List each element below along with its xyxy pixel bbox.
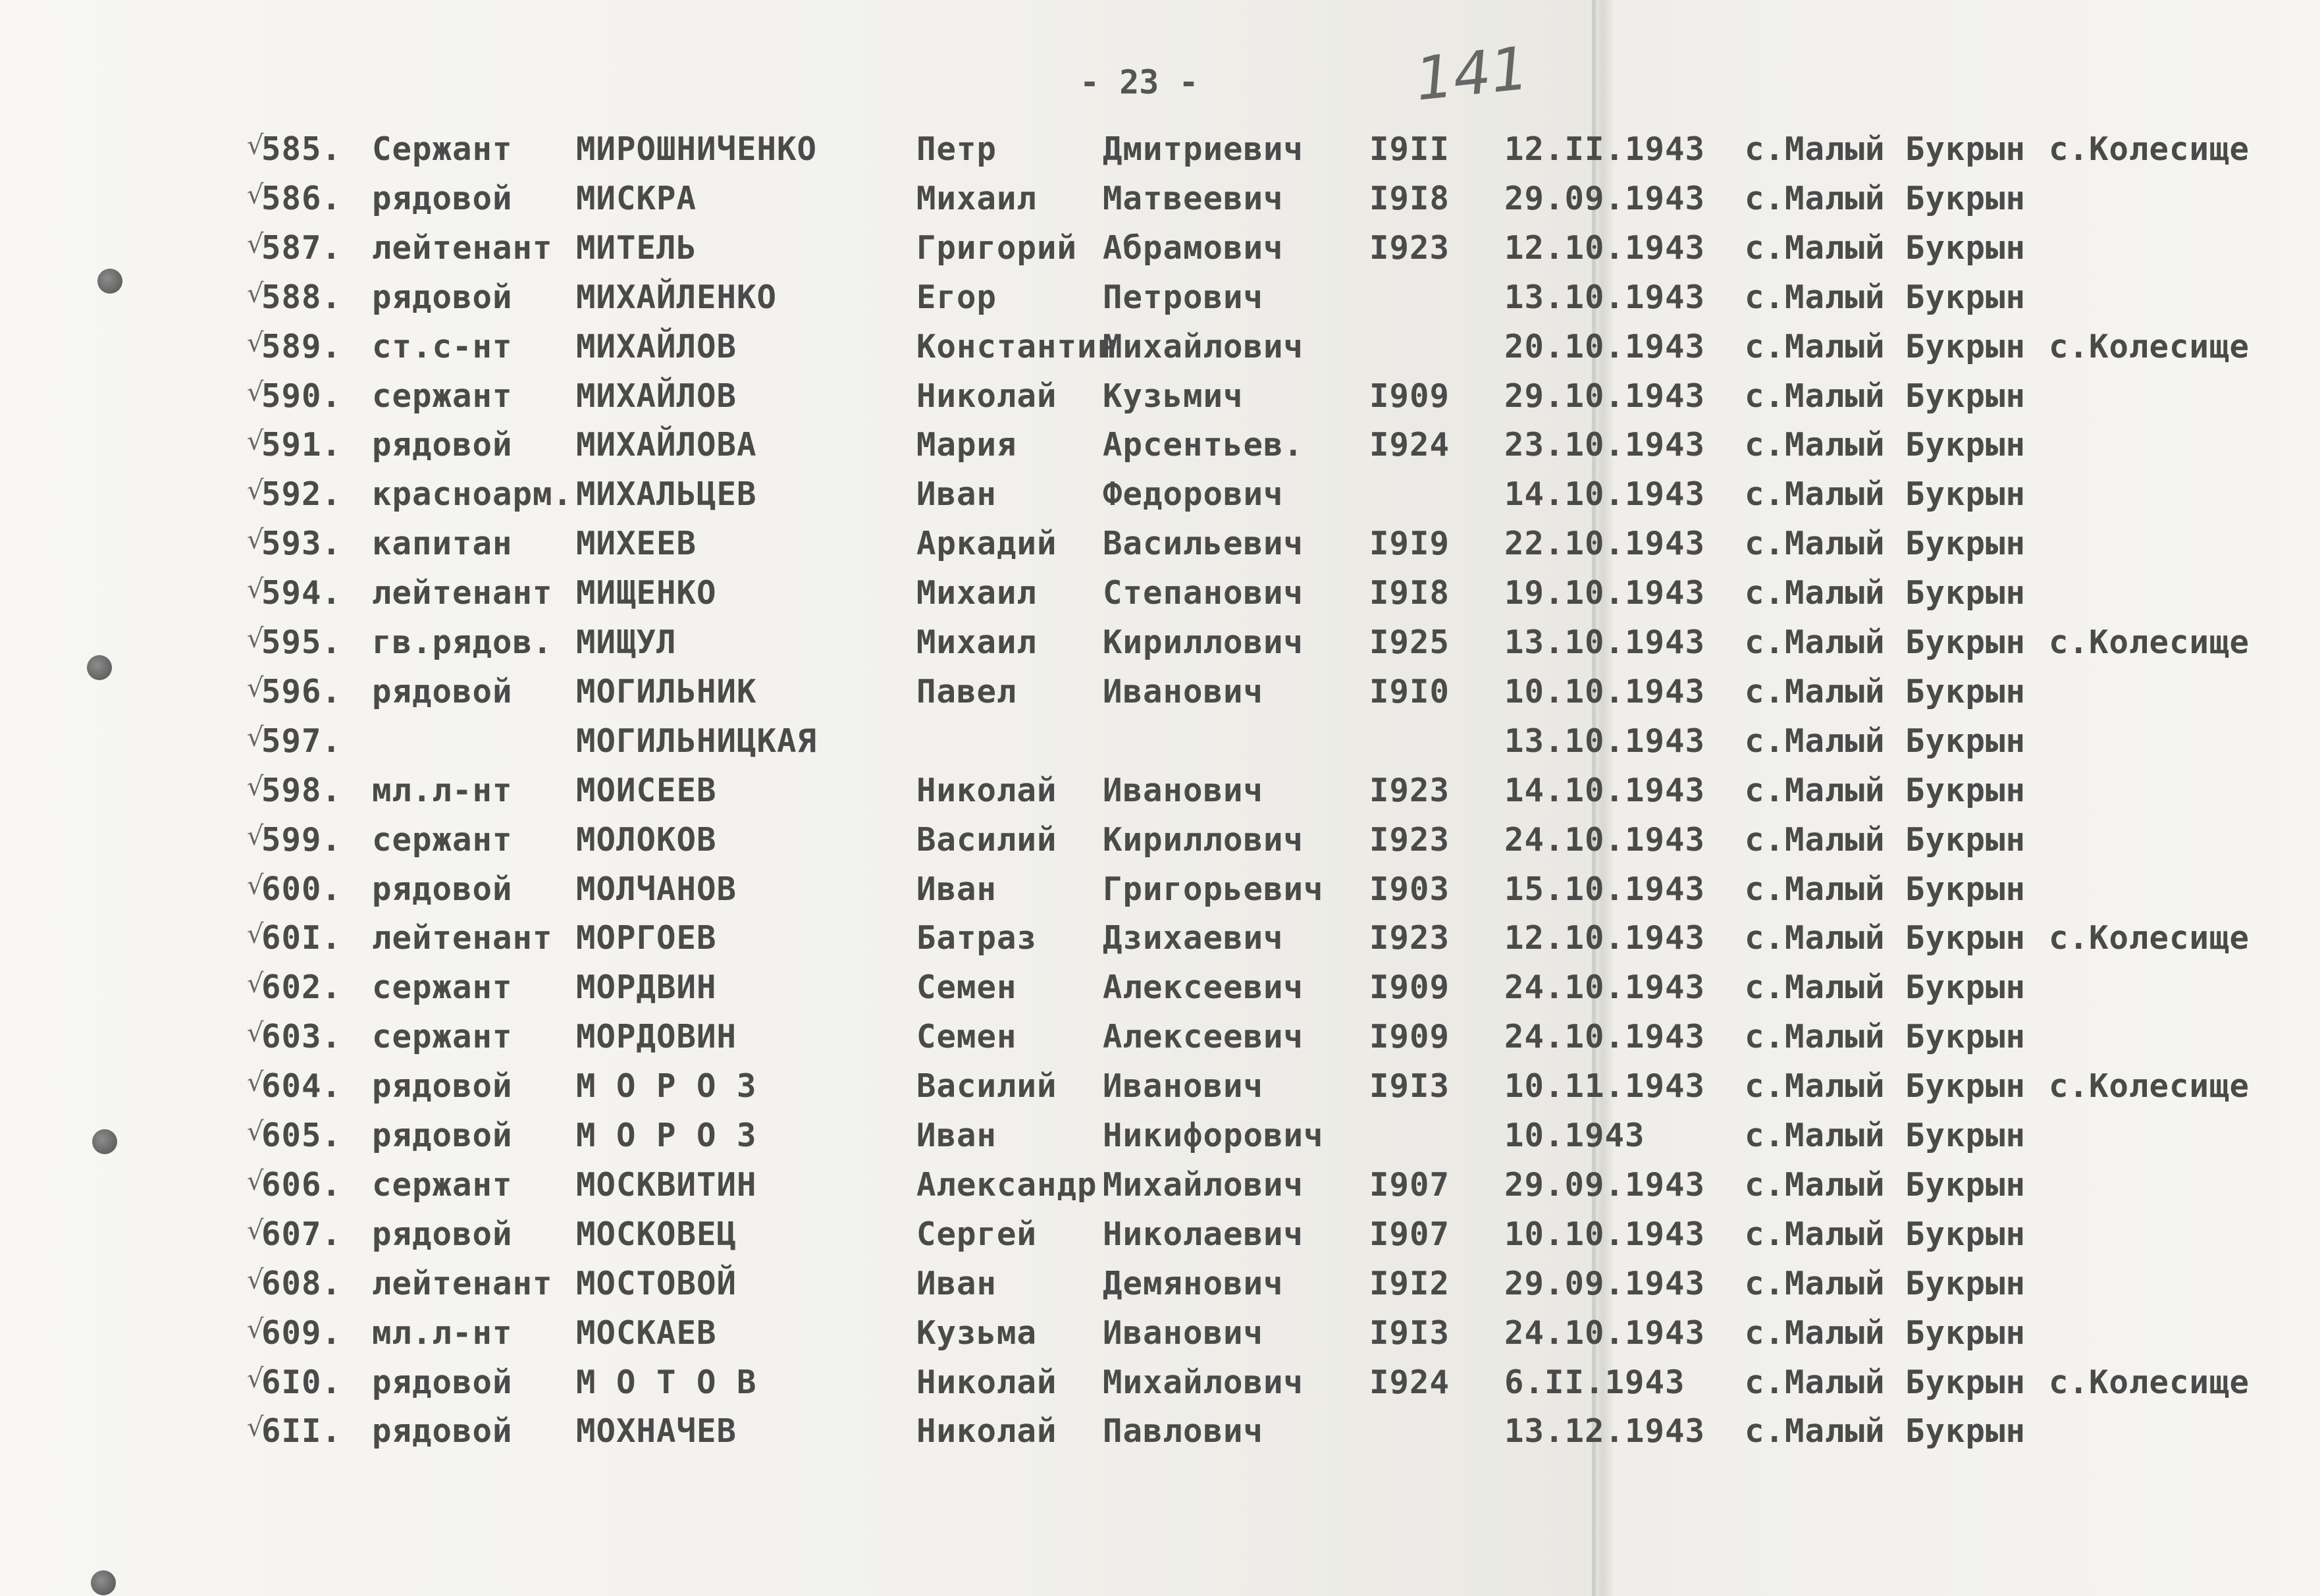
surname: МОРДОВИН [576,1018,737,1056]
list-row [0,1117,2320,1166]
check-mark-icon: √ [247,672,265,703]
list-row [0,624,2320,673]
first-name: Семен [916,969,1017,1007]
burial-place: с.Малый Букрын [1745,1117,2026,1154]
death-date: 13.10.1943 [1504,722,1706,760]
death-date: 24.10.1943 [1504,820,1706,859]
birth-year: I909 [1369,1018,1450,1056]
rank: сержант [372,1165,513,1204]
rank: рядовой [372,1363,513,1401]
entry-number: 605. [261,1117,342,1154]
burial-place: с.Малый Букрын [1745,574,2026,612]
rank: гв.рядов. [372,624,553,661]
patronymic: Никифорович [1103,1117,1324,1154]
entry-number: 592. [261,475,342,514]
rank: рядовой [372,1117,513,1154]
burial-place: с.Малый Букрын [1745,278,2026,316]
surname: М О Р О З [576,1067,757,1105]
list-row [0,1067,2320,1117]
entry-number: 604. [261,1067,342,1105]
check-mark-icon: √ [247,228,265,259]
list-row [0,772,2320,821]
birth-year: I9I3 [1369,1314,1450,1352]
check-mark-icon: √ [247,1117,265,1147]
burial-place: с.Малый Букрын [1745,1165,2026,1204]
check-mark-icon: √ [247,130,265,161]
list-row [0,821,2320,870]
patronymic: Иванович [1103,771,1264,809]
entry-number: 600. [261,870,342,908]
first-name: Батраз [916,919,1038,957]
patronymic: Арсентьев. [1103,426,1304,464]
first-name: Константин [916,327,1118,365]
rank: сержант [372,377,513,415]
first-name: Михаил [916,179,1038,217]
death-date: 10.1943 [1504,1117,1645,1154]
patronymic: Иванович [1103,1067,1264,1105]
death-date: 23.10.1943 [1504,426,1706,464]
burial-place: с.Малый Букрын [1745,1363,2026,1401]
first-name: Василий [916,1067,1057,1105]
first-name: Иван [916,870,997,908]
rank: лейтенант [372,1264,553,1302]
list-row [0,229,2320,279]
surname: МИХЕЕВ [576,525,697,563]
death-date: 12.II.1943 [1504,130,1706,168]
list-row [0,1364,2320,1413]
patronymic: Абрамович [1103,228,1284,267]
birth-year: I9I8 [1369,179,1450,217]
list-row [0,574,2320,624]
entry-number: 586. [261,179,342,217]
death-date: 24.10.1943 [1504,1314,1706,1352]
surname: М О Т О В [576,1363,757,1401]
check-mark-icon: √ [247,377,265,408]
check-mark-icon: √ [247,919,265,950]
death-date: 19.10.1943 [1504,574,1706,612]
first-name: Иван [916,1117,997,1154]
rank: рядовой [372,1215,513,1253]
patronymic: Федорович [1103,475,1284,514]
first-name: Егор [916,278,997,316]
death-date: 24.10.1943 [1504,969,1706,1007]
first-name: Иван [916,1264,997,1302]
birth-year: I923 [1369,771,1450,809]
first-name: Николай [916,771,1057,809]
check-mark-icon: √ [247,525,265,556]
burial-place: с.Малый Букрын [1745,1215,2026,1253]
birth-year: I909 [1369,377,1450,415]
surname: МИХАЙЛЕНКО [576,278,778,316]
surname: МИХАЛЬЦЕВ [576,475,757,514]
patronymic: Кириллович [1103,820,1304,859]
check-mark-icon: √ [247,1412,265,1443]
check-mark-icon: √ [247,278,265,309]
death-date: 22.10.1943 [1504,525,1706,563]
patronymic: Иванович [1103,1314,1264,1352]
burial-place-2: с.Колесище [2049,624,2250,661]
list-row [0,130,2320,180]
patronymic: Михайлович [1103,327,1304,365]
check-mark-icon: √ [247,327,265,358]
check-mark-icon: √ [247,475,265,506]
birth-year: I9I0 [1369,672,1450,710]
burial-place: с.Малый Букрын [1745,820,2026,859]
list-row [0,279,2320,328]
surname: МИХАЙЛОВ [576,327,737,365]
burial-place-2: с.Колесище [2049,327,2250,365]
check-mark-icon: √ [247,1363,265,1394]
list-row [0,1314,2320,1364]
burial-place: с.Малый Букрын [1745,1412,2026,1450]
page-number: - 23 - [1080,63,1199,101]
burial-place: с.Малый Букрын [1745,624,2026,661]
list-row [0,1412,2320,1462]
check-mark-icon: √ [247,969,265,999]
patronymic: Матвеевич [1103,179,1284,217]
surname: МОСКАЕВ [576,1314,717,1352]
burial-place: с.Малый Букрын [1745,426,2026,464]
first-name: Николай [916,1363,1057,1401]
list-row [0,525,2320,574]
burial-place-2: с.Колесище [2049,919,2250,957]
first-name: Николай [916,1412,1057,1450]
archive-number: 141 [1411,34,1532,115]
burial-place: с.Малый Букрын [1745,1018,2026,1056]
death-date: 10.10.1943 [1504,1215,1706,1253]
surname: МОСКОВЕЦ [576,1215,737,1253]
patronymic: Павлович [1103,1412,1264,1450]
rank: ст.с-нт [372,327,513,365]
first-name: Кузьма [916,1314,1038,1352]
burial-place: с.Малый Букрын [1745,771,2026,809]
birth-year: I903 [1369,870,1450,908]
burial-place: с.Малый Букрын [1745,1264,2026,1302]
surname: МИСКРА [576,179,697,217]
first-name: Иван [916,475,997,514]
entry-number: 608. [261,1264,342,1302]
list-row [0,180,2320,229]
surname: МОЛЧАНОВ [576,870,737,908]
first-name: Александр [916,1165,1097,1204]
rank: мл.л-нт [372,771,513,809]
first-name: Петр [916,130,997,168]
surname: МИЩУЛ [576,624,677,661]
death-date: 29.09.1943 [1504,1165,1706,1204]
birth-year: I907 [1369,1215,1450,1253]
birth-year: I923 [1369,228,1450,267]
rank: рядовой [372,426,513,464]
first-name: Мария [916,426,1017,464]
patronymic: Дмитриевич [1103,130,1304,168]
entry-number: 598. [261,771,342,809]
list-row [0,969,2320,1018]
death-date: 13.10.1943 [1504,278,1706,316]
entry-number: 585. [261,130,342,168]
punch-hole [91,1570,116,1595]
death-date: 24.10.1943 [1504,1018,1706,1056]
check-mark-icon: √ [247,1314,265,1344]
patronymic: Алексеевич [1103,969,1304,1007]
check-mark-icon: √ [247,1165,265,1196]
list-row [0,673,2320,722]
check-mark-icon: √ [247,1215,265,1246]
burial-place: с.Малый Букрын [1745,327,2026,365]
burial-place: с.Малый Букрын [1745,525,2026,563]
list-row [0,377,2320,427]
rank: рядовой [372,179,513,217]
first-name: Михаил [916,624,1038,661]
burial-place-2: с.Колесище [2049,1363,2250,1401]
burial-place: с.Малый Букрын [1745,179,2026,217]
rank: рядовой [372,1067,513,1105]
burial-place-2: с.Колесище [2049,130,2250,168]
burial-place: с.Малый Букрын [1745,1314,2026,1352]
entry-number: 596. [261,672,342,710]
entry-number: 597. [261,722,342,760]
birth-year: I909 [1369,969,1450,1007]
patronymic: Кузьмич [1103,377,1244,415]
entry-number: 587. [261,228,342,267]
death-date: 29.10.1943 [1504,377,1706,415]
surname: МОРГОЕВ [576,919,717,957]
rank: лейтенант [372,228,553,267]
surname: МИРОШНИЧЕНКО [576,130,818,168]
check-mark-icon: √ [247,1067,265,1098]
death-date: 13.12.1943 [1504,1412,1706,1450]
rank: рядовой [372,672,513,710]
surname: МИХАЙЛОВ [576,377,737,415]
burial-place: с.Малый Букрын [1745,377,2026,415]
birth-year: I924 [1369,1363,1450,1401]
entry-number: 593. [261,525,342,563]
entry-number: 603. [261,1018,342,1056]
check-mark-icon: √ [247,426,265,457]
rank: рядовой [372,1412,513,1450]
birth-year: I9I9 [1369,525,1450,563]
entry-number: 609. [261,1314,342,1352]
burial-place: с.Малый Букрын [1745,722,2026,760]
list-row [0,919,2320,969]
burial-place: с.Малый Букрын [1745,228,2026,267]
entry-number: 60I. [261,919,342,957]
patronymic: Степанович [1103,574,1304,612]
surname: МОИСЕЕВ [576,771,717,809]
patronymic: Демянович [1103,1264,1284,1302]
death-date: 12.10.1943 [1504,919,1706,957]
rank: лейтенант [372,919,553,957]
list-row [0,426,2320,475]
patronymic: Михайлович [1103,1363,1304,1401]
entry-number: 590. [261,377,342,415]
first-name: Павел [916,672,1017,710]
list-row [0,1265,2320,1314]
list-row [0,870,2320,920]
surname: М О Р О З [576,1117,757,1154]
burial-place: с.Малый Букрын [1745,919,2026,957]
first-name: Николай [916,377,1057,415]
patronymic: Дзихаевич [1103,919,1284,957]
death-date: 29.09.1943 [1504,1264,1706,1302]
patronymic: Кириллович [1103,624,1304,661]
death-date: 14.10.1943 [1504,771,1706,809]
death-date: 10.10.1943 [1504,672,1706,710]
surname: МИЩЕНКО [576,574,717,612]
death-date: 6.II.1943 [1504,1363,1685,1401]
entry-number: 606. [261,1165,342,1204]
entry-number: 594. [261,574,342,612]
burial-place: с.Малый Букрын [1745,475,2026,514]
entry-number: 595. [261,624,342,661]
rank: сержант [372,1018,513,1056]
birth-year: I923 [1369,820,1450,859]
death-date: 12.10.1943 [1504,228,1706,267]
check-mark-icon: √ [247,179,265,210]
check-mark-icon: √ [247,574,265,605]
surname: МОГИЛЬНИК [576,672,757,710]
check-mark-icon: √ [247,624,265,654]
check-mark-icon: √ [247,771,265,802]
death-date: 15.10.1943 [1504,870,1706,908]
surname: МОСКВИТИН [576,1165,757,1204]
birth-year: I924 [1369,426,1450,464]
first-name: Семен [916,1018,1017,1056]
first-name: Сергей [916,1215,1038,1253]
rank: мл.л-нт [372,1314,513,1352]
burial-place: с.Малый Букрын [1745,130,2026,168]
burial-place: с.Малый Букрын [1745,1067,2026,1105]
check-mark-icon: √ [247,820,265,851]
patronymic: Алексеевич [1103,1018,1304,1056]
check-mark-icon: √ [247,870,265,901]
list-row [0,475,2320,525]
entry-number: 607. [261,1215,342,1253]
entry-number: 6II. [261,1412,342,1450]
rank: сержант [372,969,513,1007]
first-name: Аркадий [916,525,1057,563]
rank: рядовой [372,870,513,908]
entry-number: 591. [261,426,342,464]
list-row [0,1166,2320,1215]
patronymic: Петрович [1103,278,1264,316]
death-date: 29.09.1943 [1504,179,1706,217]
surname: МИТЕЛЬ [576,228,697,267]
surname: МОГИЛЬНИЦКАЯ [576,722,818,760]
list-row [0,1215,2320,1265]
death-date: 10.11.1943 [1504,1067,1706,1105]
entry-number: 599. [261,820,342,859]
rank: сержант [372,820,513,859]
surname: МОЛОКОВ [576,820,717,859]
patronymic: Иванович [1103,672,1264,710]
patronymic: Васильевич [1103,525,1304,563]
burial-place: с.Малый Букрын [1745,870,2026,908]
check-mark-icon: √ [247,722,265,753]
burial-place: с.Малый Букрын [1745,672,2026,710]
rank: рядовой [372,278,513,316]
list-row [0,1018,2320,1067]
entry-number: 6I0. [261,1363,342,1401]
entry-number: 588. [261,278,342,316]
birth-year: I925 [1369,624,1450,661]
entry-number: 602. [261,969,342,1007]
death-date: 13.10.1943 [1504,624,1706,661]
birth-year: I907 [1369,1165,1450,1204]
patronymic: Николаевич [1103,1215,1304,1253]
birth-year: I9I8 [1369,574,1450,612]
patronymic: Михайлович [1103,1165,1304,1204]
entry-number: 589. [261,327,342,365]
first-name: Василий [916,820,1057,859]
birth-year: I9II [1369,130,1450,168]
patronymic: Григорьевич [1103,870,1324,908]
death-date: 20.10.1943 [1504,327,1706,365]
burial-place-2: с.Колесище [2049,1067,2250,1105]
rank: лейтенант [372,574,553,612]
birth-year: I923 [1369,919,1450,957]
list-row [0,722,2320,772]
death-date: 14.10.1943 [1504,475,1706,514]
rank: капитан [372,525,513,563]
first-name: Григорий [916,228,1078,267]
birth-year: I9I2 [1369,1264,1450,1302]
surname: МОСТОВОЙ [576,1264,737,1302]
surname: МИХАЙЛОВА [576,426,757,464]
list-row [0,328,2320,377]
surname: МОРДВИН [576,969,717,1007]
check-mark-icon: √ [247,1018,265,1049]
rank: Сержант [372,130,513,168]
first-name: Михаил [916,574,1038,612]
surname: МОХНАЧЕВ [576,1412,737,1450]
birth-year: I9I3 [1369,1067,1450,1105]
rank: красноарм. [372,475,573,514]
burial-place: с.Малый Букрын [1745,969,2026,1007]
check-mark-icon: √ [247,1264,265,1295]
